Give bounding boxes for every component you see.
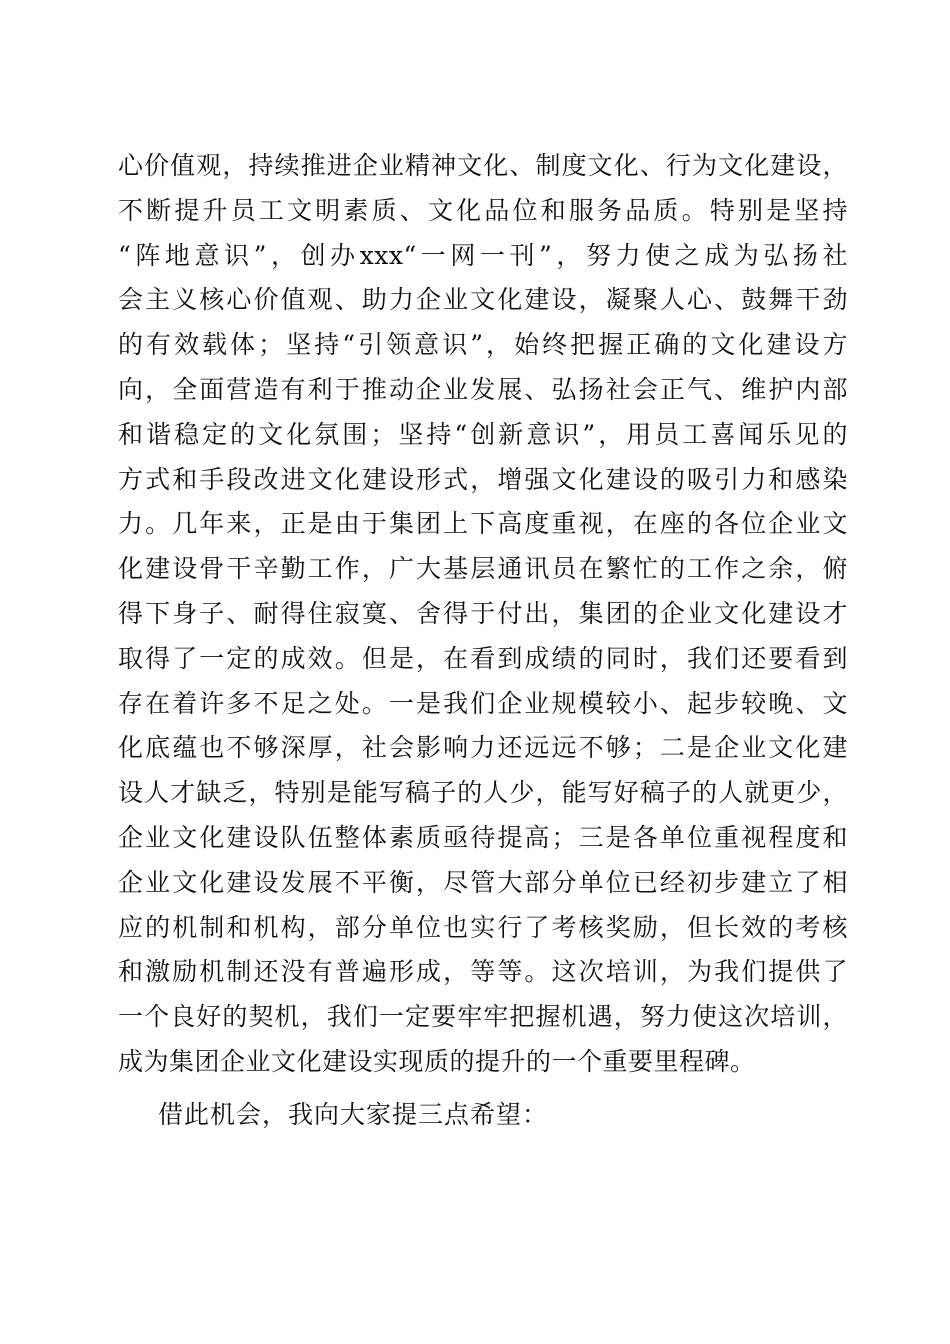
- text-line: 一个良好的契机，我们一定要牢牢把握机遇，努力使这次培训，: [118, 1002, 848, 1032]
- text-line: 设人才缺乏，特别是能写稿子的人少，能写好稿子的人就更少，: [118, 778, 848, 808]
- text-line: 化底蕴也不够深厚，社会影响力还远远不够；二是企业文化建: [118, 733, 848, 763]
- text-line: 应的机制和机构，部分单位也实行了考核奖励，但长效的考核: [118, 912, 848, 942]
- text-line: 和谐稳定的文化氛围；坚持“创新意识”，用员工喜闻乐见的: [118, 419, 848, 449]
- text-line: “阵地意识”，创办xxx“一网一刊”，努力使之成为弘扬社: [118, 240, 848, 270]
- text-line: 企业文化建设队伍整体素质亟待提高；三是各单位重视程度和: [118, 822, 848, 852]
- text-line: 企业文化建设发展不平衡，尽管大部分单位已经初步建立了相: [118, 867, 848, 897]
- text-line: 化建设骨干辛勤工作，广大基层通讯员在繁忙的工作之余，俯: [118, 554, 848, 584]
- document-body: [118, 144, 848, 1138]
- text-line: 成为集团企业文化建设实现质的提升的一个重要里程碑。: [118, 1046, 756, 1076]
- text-line: 和激励机制还没有普遍形成，等等。这次培训，为我们提供了: [118, 957, 848, 987]
- text-line: 得下身子、耐得住寂寞、舍得于付出，集团的企业文化建设才: [118, 598, 848, 628]
- paragraph-text: 借此机会，我向大家提三点希望：: [158, 1099, 549, 1129]
- text-line: 会主义核心价值观、助力企业文化建设，凝聚人心、鼓舞干劲: [118, 285, 848, 315]
- text-line: 不断提升员工文明素质、文化品位和服务品质。特别是坚持: [118, 195, 848, 225]
- text-line: 心价值观，持续推进企业精神文化、制度文化、行为文化建设，: [118, 151, 848, 180]
- text-line: 方式和手段改进文化建设形式，增强文化建设的吸引力和感染: [118, 464, 848, 494]
- text-line: 力。几年来，正是由于集团上下高度重视，在座的各位企业文: [118, 509, 848, 539]
- text-line: 存在着许多不足之处。一是我们企业规模较小、起步较晚、文: [118, 688, 848, 718]
- text-line: 取得了一定的成效。但是，在看到成绩的同时，我们还要看到: [118, 643, 848, 673]
- text-line: 向，全面营造有利于推动企业发展、弘扬社会正气、维护内部: [118, 374, 848, 404]
- text-line: 的有效载体；坚持“引领意识”，始终把握正确的文化建设方: [118, 330, 848, 360]
